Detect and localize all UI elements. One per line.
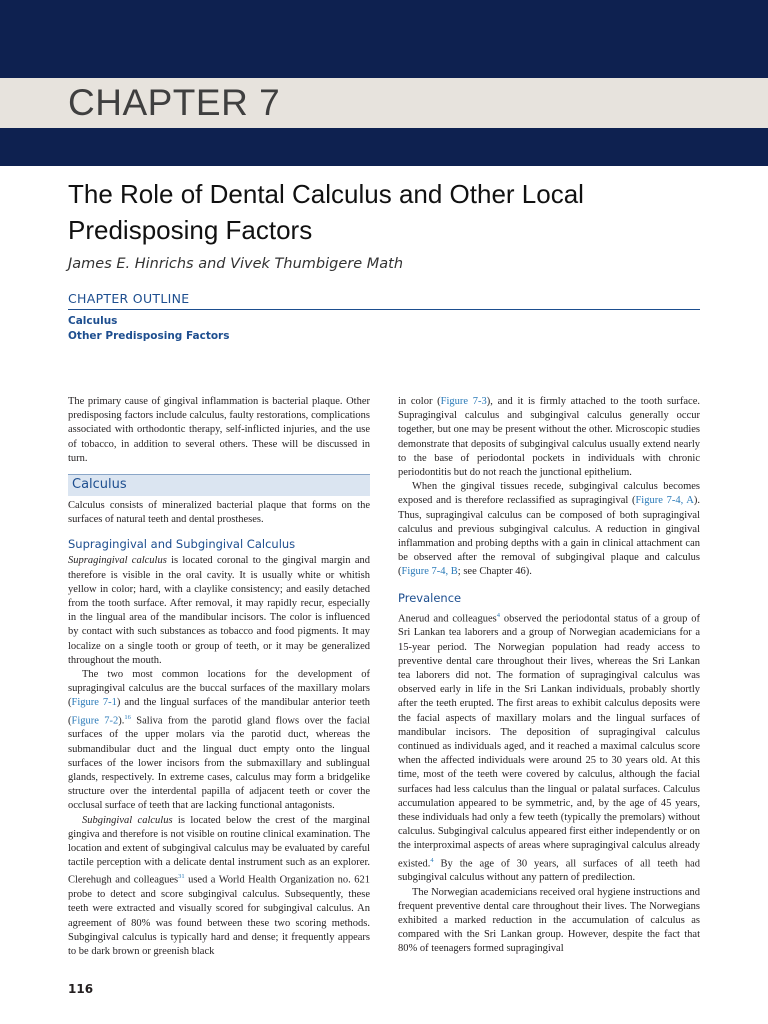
reference-citation[interactable]: 4 (496, 611, 500, 619)
supragingival-paragraph (68, 554, 370, 668)
figure-7-3-link[interactable]: Figure 7-3 (440, 396, 487, 407)
norwegian-paragraph: The Norwegian academicians received oral hygiene instructions and frequent preventive dental care throughout their lives. The Norwegians exhibited a marked reduction in the accumulation of calculus as compared with the Sri Lankan group. However, despite the fact that 80% of teenagers formed supragingival (398, 886, 700, 955)
paragraph-text: used a World Health Organization no. 621 probe to detect and score subgingival calculus. Subsequently, these teeth were extracted and visually scored for subgingival calculus. An agreement of 80% was found between these two scoring methods. Subgingival calculus is typically hard and dense; it frequently appears to be dark brown or greenish black (68, 874, 370, 957)
outline-item-calculus[interactable]: Calculus (68, 315, 118, 327)
header-band-top (0, 0, 768, 78)
chapter-title: The Role of Dental Calculus and Other Local Predisposing Factors (68, 179, 584, 245)
paragraph-text: ). Thus, supragingival calculus can be composed of both supragingival calculus and previous subgingival calculus. A reduction in gingival inflammation and probing depths with a gain in clinical attachment can be observed after the removal of subgingival plaque and calculus ( (398, 495, 701, 578)
subgingival-paragraph (68, 814, 370, 960)
figure-7-4a-link[interactable]: Figure 7-4, A (635, 495, 694, 507)
paragraph-text: ) and the lingual surfaces of the mandibular anterior teeth ( (68, 697, 370, 727)
reference-citation[interactable]: 4 (430, 856, 434, 864)
paragraph-text: ; see Chapter 46). (457, 566, 532, 578)
term-subgingival-calculus: Subgingival calculus (82, 814, 173, 826)
chapter-authors: James E. Hinrichs and Vivek Thumbigere Math (68, 256, 404, 272)
paragraph-text: Anerud and colleagues (398, 613, 497, 625)
reference-citation[interactable]: 16 (124, 713, 131, 721)
reference-citation[interactable]: 31 (178, 873, 185, 881)
paragraph-text: observed the periodontal status of a group of Sri Lankan tea laborers and a group of Norwegian academicians for a 15-year period. The Norwegian population had ready access to preventive dental care throughout their lives, whereas the Sri Lankan tea laborers did not. The formation of supragingival calculus was observed early in life in the Sri Lankan individuals, probably shortly after the teeth erupted. The first areas to exhibit calculus deposits were the facial aspects of maxillary molars and the lingual surfaces of mandibular incisors. The deposition of supragingival calculus continued as individuals aged, and it reached a maximal calculus score when the affected individuals were around 25 to 30 years old. At this time, most of the teeth were covered by calculus, although the facial surfaces had less calculus than the lingual or palatal surfaces. Calculus accumulation appeared to be symmetric, and, by the age of 45 years, these individuals had only a few teeth (typically the premolars) without calculus. Subgingival calculus appeared first either independently or on the interproximal aspects of areas where supragingival calculus already existed. (398, 613, 700, 870)
paragraph-text: Saliva from the parotid gland flows over the facial surfaces of the upper molars via the parotid duct, whereas the submandibular duct and the lingual duct empty onto the lingual surfaces of the lower incisors from the submaxillary and sublingual glands, respectively. In extreme cases, calculus may form a bridgelike structure over the interdental papilla of adjacent teeth or cover the occlusal surface of teeth that are lacking functional antagonists. (68, 715, 370, 812)
recession-paragraph (398, 480, 700, 579)
outline-divider (68, 309, 700, 310)
supragingival-subgingival-heading: Supragingival and Subgingival Calculus (68, 537, 296, 552)
intro-paragraph: The primary cause of gingival inflammation is bacterial plaque. Other predisposing factors include calculus, faulty restorations, complications associated with orthodontic therapy, self-inflicted injuries, and the use of tobacco, in addition to several others. These will be discussed in turn. (68, 396, 370, 464)
subgingival-color-paragraph (398, 395, 700, 480)
calculus-heading: Calculus (72, 477, 127, 493)
paragraph-text: is located coronal to the gingival margin and therefore is visible in the oral cavity. It is usually white or whitish yellow in color; hard, with a claylike consistency; and easily detached from the tooth surface. After removal, it may rapidly recur, especially in the lingual area of the mandibular incisors. The color is influenced by contact with such substances as tobacco and food pigments. It may localize on a single tooth or group of teeth, or it may be generalized throughout the mouth. (68, 555, 370, 666)
outline-list (68, 314, 230, 343)
page-number: 116 (68, 982, 94, 996)
paragraph-text: ), and it is firmly attached to the tooth surface. Supragingival calculus and subgingival calculus generally occur together, but one may be present without the other. Microscopic studies demonstrate that deposits of subgingival calculus usually extend nearly to the base of periodontal pockets in individuals with chronic periodontitis but do not reach the junctional epithelium. (398, 396, 700, 479)
chapter-label: CHAPTER 7 (68, 82, 281, 123)
locations-paragraph (68, 668, 370, 814)
paragraph-text: By the age of 30 years, all surfaces of all teeth had subgingival calculus without any pattern of predilection. (398, 858, 700, 884)
figure-7-4b-link[interactable]: Figure 7-4, B (401, 566, 458, 578)
prevalence-paragraph (398, 609, 700, 886)
paragraph-text: is located below the crest of the marginal gingiva and therefore is not visible on routine clinical examination. The location and extent of subgingival calculus may be evaluated by careful tactile perception with a delicate dental instrument such as an explorer. Clerehugh and colleagues (68, 814, 370, 886)
paragraph-text: The two most common locations for the development of supragingival calculus are the buccal surfaces of the maxillary molars ( (68, 669, 370, 709)
paragraph-text: ). (118, 715, 125, 727)
term-supragingival-calculus: Supragingival calculus (68, 555, 167, 567)
paragraph-text: When the gingival tissues recede, subgingival calculus becomes exposed and is therefore reclassified as supragingival ( (398, 481, 700, 507)
figure-7-2-link[interactable]: Figure 7-2 (71, 715, 119, 727)
calculus-section-header (68, 474, 370, 496)
header-band-bottom (0, 128, 768, 166)
left-column (68, 395, 370, 959)
prevalence-heading: Prevalence (398, 590, 462, 605)
outline-item-other-factors[interactable]: Other Predisposing Factors (68, 329, 230, 342)
outline-heading: CHAPTER OUTLINE (68, 291, 190, 306)
figure-7-1-link[interactable]: Figure 7-1 (71, 697, 117, 709)
paragraph-text: in color ( (398, 396, 441, 407)
calculus-paragraph: Calculus consists of mineralized bacterial plaque that forms on the surfaces of natural teeth and dental prostheses. (68, 500, 370, 526)
right-column (398, 395, 700, 957)
